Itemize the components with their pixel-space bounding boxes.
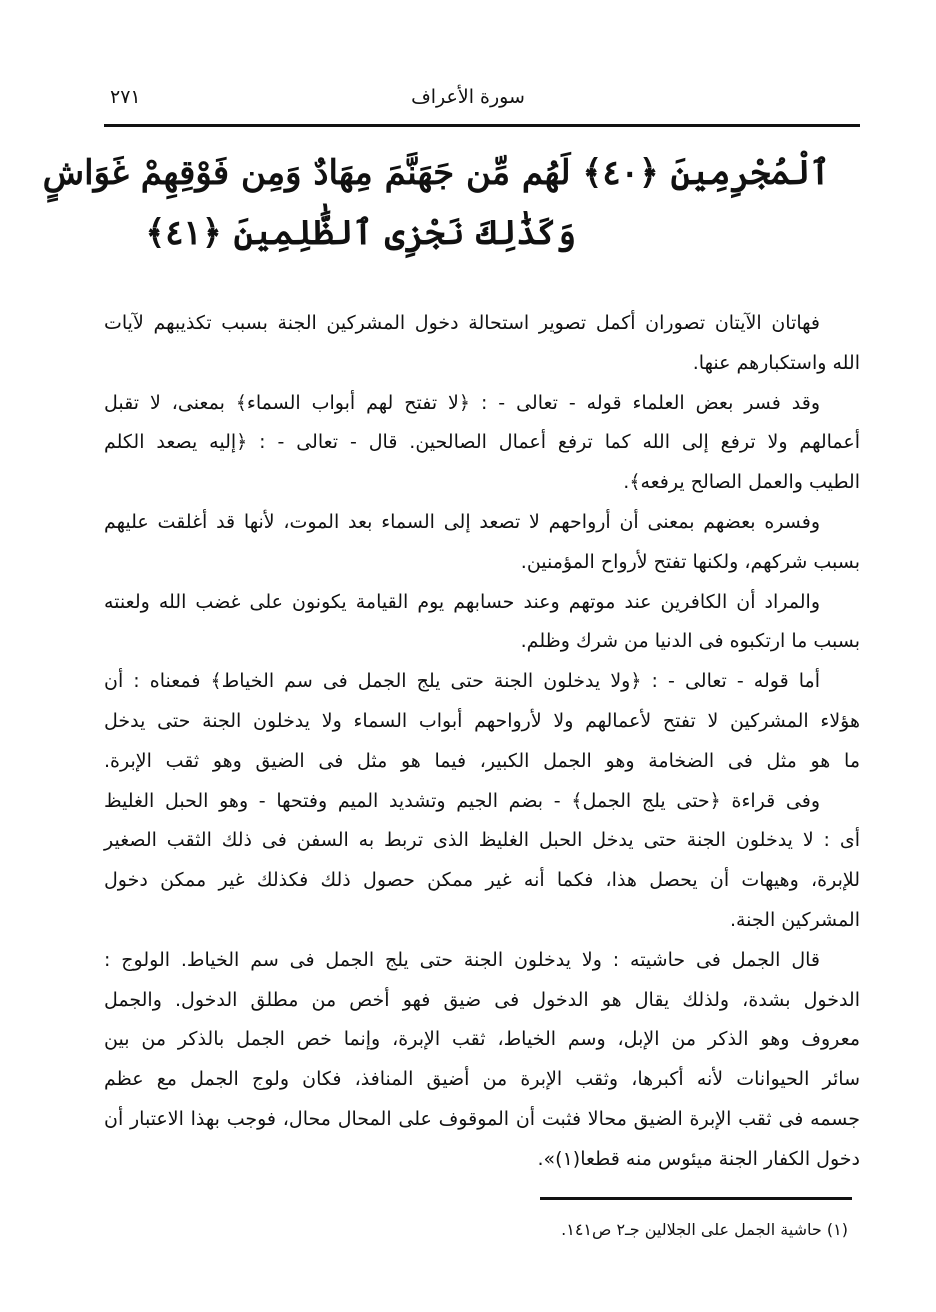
text-line: أما قوله - تعالى - : ﴿ولا يدخلون الجنة حتى يلج الجمل فى سم الخياط﴾ فمعناه : أن <box>104 670 820 693</box>
text-line: الدخول بشدة، ولذلك يقال هو الدخول فى ضيق فهو أخص من مطلق الدخول. والجمل <box>104 988 860 1011</box>
body-text <box>104 304 860 1180</box>
text-line: للإبرة، وهيهات أن يحصل هذا، فكما أنه غير ممكن حصول ذلك فكذلك غير ممكن دخول <box>104 869 860 892</box>
text-line: دخول الكفار الجنة ميئوس منه قطعا(١)». <box>537 1147 860 1170</box>
footnote-divider <box>540 1197 852 1200</box>
text-line: بسبب ما ارتكبوه فى الدنيا من شرك وظلم. <box>520 630 860 653</box>
text-line: وفى قراءة ﴿حتى يلج الجمل﴾ - بضم الجيم وتشديد الميم وفتحها - وهو الحبل الغليظ <box>104 789 820 812</box>
header-divider <box>104 124 860 127</box>
text-line: الله واستكبارهم عنها. <box>692 351 860 374</box>
page-number: ٢٧١ <box>110 86 141 108</box>
text-line: معروف وهو الذكر من الإبل، وسم الخياط، ثقب الإبرة، وإنما خص الجمل بالذكر من بين <box>104 1028 860 1051</box>
quran-verse-line: ٱلْمُجْرِمِينَ ﴿٤٠﴾ لَهُم مِّن جَهَنَّمَ مِهَادٌ وَمِن فَوْقِهِمْ غَوَاشٍ <box>42 153 830 193</box>
text-line: والمراد أن الكافرين عند موتهم وعند حسابهم يوم القيامة يكونون على غضب الله ولعنته <box>104 590 820 613</box>
text-line: سائر الحيوانات لأنه أكبرها، وثقب الإبرة من أضيق المنافذ، فكان ولوج الجمل مع عظم <box>104 1068 860 1091</box>
footnote: (١) حاشية الجمل على الجلالين جـ٢ ص١٤١. <box>561 1220 848 1239</box>
text-line: بسبب شركهم، ولكنها تفتح لأرواح المؤمنين. <box>520 550 860 573</box>
text-line: ما هو مثل فى الضخامة وهو الجمل الكبير، فيما هو مثل فى الضيق وهو ثقب الإبرة. <box>104 749 860 772</box>
quran-verse-line: وَكَذَٰلِكَ نَجْزِى ٱلظَّٰلِمِينَ ﴿٤١﴾ <box>145 213 576 253</box>
text-line: وقد فسر بعض العلماء قوله - تعالى - : ﴿لا تفتح لهم أبواب السماء﴾ بمعنى، لا تقبل <box>104 391 820 414</box>
text-line: الطيب والعمل الصالح يرفعه﴾. <box>623 471 860 494</box>
text-line: المشركين الجنة. <box>729 908 860 931</box>
text-line: هؤلاء المشركين لا تفتح لأعمالهم ولا لأرواحهم أبواب السماء ولا يدخلون الجنة حتى يدخل <box>104 709 860 732</box>
text-line: وفسره بعضهم بمعنى أن أرواحهم لا تصعد إلى السماء بعد الموت، لأنها قد أغلقت عليهم <box>104 510 820 533</box>
text-line: فهاتان الآيتان تصوران أكمل تصوير استحالة دخول المشركين الجنة بسبب تكذيبهم لآيات <box>104 312 820 334</box>
text-line: قال الجمل فى حاشيته : ولا يدخلون الجنة حتى يلج الجمل فى سم الخياط. الولوج : <box>104 948 820 971</box>
text-line: أى : لا يدخلون الجنة حتى يدخل الحبل الغليظ الذى تربط به السفن فى ذلك الثقب الصغير <box>104 829 860 852</box>
surah-title: سورة الأعراف <box>411 86 525 108</box>
text-line: أعمالهم ولا ترفع إلى الله كما ترفع أعمال الصالحين. قال - تعالى - : ﴿إليه يصعد الكلم <box>104 431 860 454</box>
text-line: جسمه فى ثقب الإبرة الضيق محالا فثبت أن الموقوف على المحال محال، فوجب بهذا الاعتبار أن <box>104 1107 860 1130</box>
